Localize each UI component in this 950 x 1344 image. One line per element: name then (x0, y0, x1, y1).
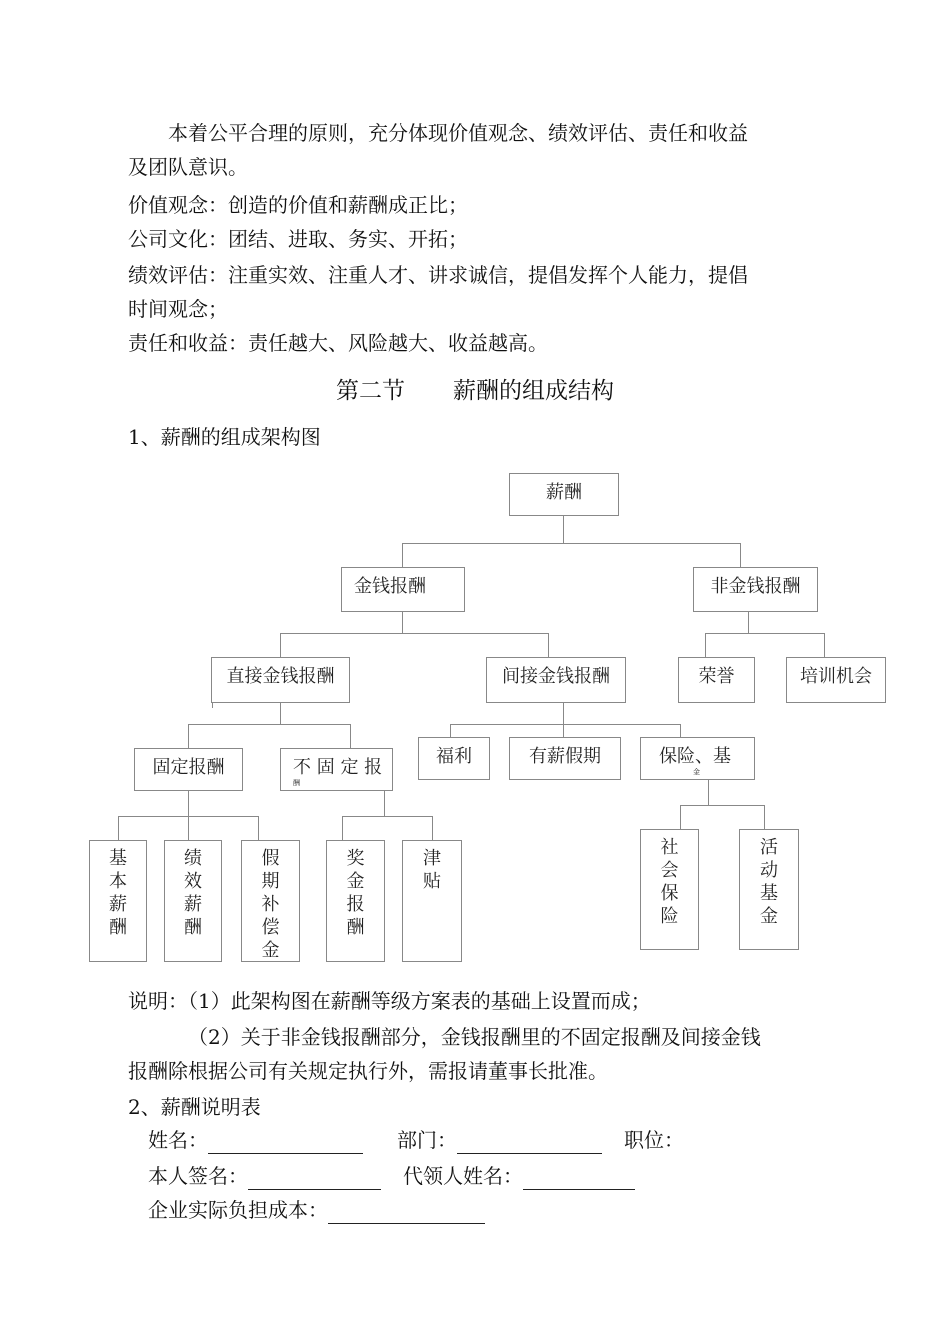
node-activity-fund (739, 829, 799, 950)
node-activity-fund-label: 活动基金 (760, 837, 778, 927)
performance-eval: 绩效评估：注重实效、注重人才、讲求诚信，提倡发挥个人能力，提倡 (128, 263, 748, 287)
node-variable-pay-label: 不 固 定 报 (293, 757, 383, 778)
node-training: 培训机会 (786, 657, 886, 703)
node-base-salary-label: 基本薪酬 (109, 848, 127, 938)
node-social-insurance-label: 社会保险 (660, 837, 679, 927)
node-non-monetary: 非金钱报酬 (693, 567, 818, 612)
node-paid-leave: 有薪假期 (509, 737, 621, 780)
node-leave-compensation-label: 假期补偿金 (261, 848, 280, 961)
form-row-2 (148, 1162, 635, 1190)
field-proxy-name[interactable] (523, 1167, 635, 1190)
node-welfare: 福利 (418, 737, 490, 780)
node-allowance-label: 津贴 (423, 848, 441, 892)
node-insurance-fund (640, 737, 755, 780)
intro-line-2: 及团队意识。 (128, 155, 248, 179)
field-name[interactable] (208, 1131, 363, 1154)
node-bonus (326, 840, 385, 962)
node-leave-compensation (241, 840, 300, 962)
node-insurance-fund-tail: 金 (693, 768, 700, 776)
form-row-3 (148, 1196, 485, 1224)
label-name: 姓名： (148, 1128, 208, 1152)
section-name: 薪酬的组成结构 (453, 378, 614, 404)
company-culture: 公司文化：团结、进取、务实、开拓； (128, 227, 468, 251)
intro-line-1: 本着公平合理的原则，充分体现价值观念、绩效评估、责任和收益 (168, 121, 748, 145)
performance-eval-cont: 时间观念； (128, 297, 228, 321)
label-department: 部门： (397, 1128, 457, 1152)
section-number: 第二节 (336, 378, 405, 404)
node-monetary: 金钱报酬 (341, 567, 465, 612)
field-actual-cost[interactable] (328, 1201, 485, 1224)
field-department[interactable] (457, 1131, 602, 1154)
node-base-salary (89, 840, 147, 962)
subheading-structure: 1、薪酬的组成架构图 (128, 425, 321, 449)
subheading-table: 2、薪酬说明表 (128, 1095, 261, 1119)
responsibility: 责任和收益：责任越大、风险越大、收益越高。 (128, 331, 548, 355)
node-fixed-pay: 固定报酬 (134, 748, 243, 791)
node-variable-pay-tail: 酬 (293, 779, 300, 787)
node-variable-pay (280, 748, 393, 791)
label-position: 职位： (624, 1128, 684, 1152)
form-row-1 (148, 1126, 684, 1154)
node-direct-monetary: 直接金钱报酬 (211, 657, 350, 703)
note-2-cont: 报酬除根据公司有关规定执行外，需报请董事长批准。 (128, 1059, 608, 1083)
node-performance-salary-label: 绩效薪酬 (184, 848, 202, 938)
note-2: （2）关于非金钱报酬部分，金钱报酬里的不固定报酬及间接金钱 (188, 1025, 761, 1049)
note-1: 说明：（1）此架构图在薪酬等级方案表的基础上设置而成； (128, 989, 651, 1013)
node-social-insurance (640, 829, 699, 950)
label-actual-cost: 企业实际负担成本： (148, 1198, 328, 1222)
label-signature: 本人签名： (148, 1164, 248, 1188)
node-honor: 荣誉 (678, 657, 755, 703)
node-salary: 薪酬 (509, 473, 619, 516)
field-signature[interactable] (248, 1167, 381, 1190)
value-concept: 价值观念：创造的价值和薪酬成正比； (128, 193, 468, 217)
label-proxy-name: 代领人姓名： (403, 1164, 523, 1188)
node-performance-salary (164, 840, 222, 962)
node-indirect-monetary: 间接金钱报酬 (486, 657, 626, 703)
section-title (0, 372, 950, 405)
node-insurance-fund-label: 保险、基 (659, 746, 731, 767)
node-allowance (402, 840, 462, 962)
node-bonus-label: 奖金报酬 (346, 848, 365, 938)
